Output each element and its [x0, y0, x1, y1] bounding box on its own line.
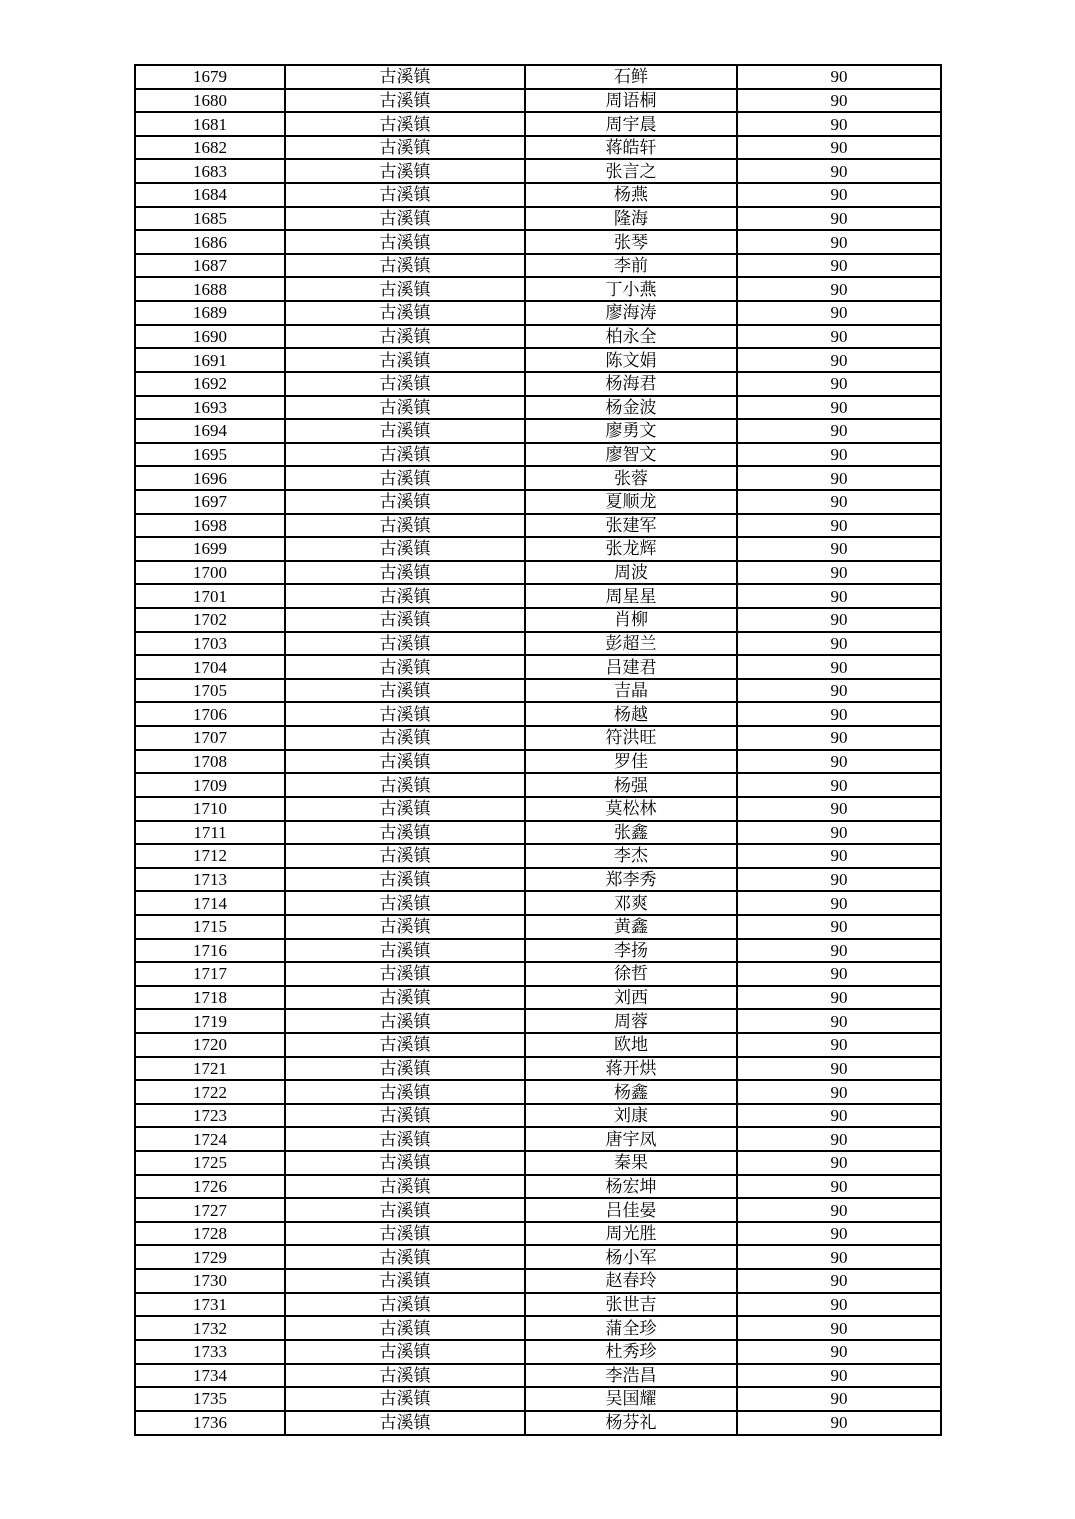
cell-id: 1679 [135, 65, 285, 89]
cell-id: 1728 [135, 1222, 285, 1246]
cell-town: 古溪镇 [285, 1316, 525, 1340]
cell-name: 杨强 [525, 773, 737, 797]
cell-name: 徐哲 [525, 962, 737, 986]
cell-id: 1691 [135, 348, 285, 372]
cell-town: 古溪镇 [285, 89, 525, 113]
cell-score: 90 [737, 1151, 941, 1175]
cell-id: 1680 [135, 89, 285, 113]
cell-score: 90 [737, 419, 941, 443]
cell-name: 周星星 [525, 584, 737, 608]
cell-town: 古溪镇 [285, 159, 525, 183]
cell-id: 1689 [135, 301, 285, 325]
table-row [135, 1151, 941, 1175]
cell-name: 杨越 [525, 702, 737, 726]
table-row [135, 1245, 941, 1269]
cell-id: 1721 [135, 1057, 285, 1081]
cell-score: 90 [737, 750, 941, 774]
table-row [135, 1411, 941, 1435]
cell-id: 1685 [135, 207, 285, 231]
cell-town: 古溪镇 [285, 254, 525, 278]
cell-name: 罗佳 [525, 750, 737, 774]
records-table [134, 64, 942, 1436]
cell-id: 1700 [135, 561, 285, 585]
cell-name: 吕建君 [525, 655, 737, 679]
cell-id: 1696 [135, 466, 285, 490]
cell-town: 古溪镇 [285, 608, 525, 632]
cell-town: 古溪镇 [285, 1387, 525, 1411]
cell-score: 90 [737, 939, 941, 963]
cell-id: 1681 [135, 112, 285, 136]
cell-name: 郑李秀 [525, 868, 737, 892]
cell-town: 古溪镇 [285, 1411, 525, 1435]
cell-town: 古溪镇 [285, 348, 525, 372]
cell-score: 90 [737, 1009, 941, 1033]
cell-town: 古溪镇 [285, 1009, 525, 1033]
cell-id: 1692 [135, 372, 285, 396]
cell-score: 90 [737, 89, 941, 113]
cell-name: 张龙辉 [525, 537, 737, 561]
table-row [135, 986, 941, 1010]
cell-score: 90 [737, 537, 941, 561]
cell-id: 1693 [135, 396, 285, 420]
cell-name: 蒋皓轩 [525, 136, 737, 160]
cell-town: 古溪镇 [285, 797, 525, 821]
table-row [135, 726, 941, 750]
cell-name: 蒋开烘 [525, 1057, 737, 1081]
cell-name: 陈文娟 [525, 348, 737, 372]
cell-id: 1701 [135, 584, 285, 608]
cell-id: 1735 [135, 1387, 285, 1411]
table-row [135, 962, 941, 986]
cell-name: 邓爽 [525, 891, 737, 915]
cell-town: 古溪镇 [285, 632, 525, 656]
cell-town: 古溪镇 [285, 325, 525, 349]
table-row [135, 1316, 941, 1340]
cell-town: 古溪镇 [285, 537, 525, 561]
table-row [135, 939, 941, 963]
cell-id: 1726 [135, 1175, 285, 1199]
cell-score: 90 [737, 632, 941, 656]
table-row [135, 797, 941, 821]
cell-score: 90 [737, 584, 941, 608]
cell-town: 古溪镇 [285, 702, 525, 726]
cell-id: 1724 [135, 1127, 285, 1151]
table-row [135, 514, 941, 538]
cell-score: 90 [737, 702, 941, 726]
table-row [135, 821, 941, 845]
cell-town: 古溪镇 [285, 844, 525, 868]
table-row [135, 1009, 941, 1033]
cell-name: 秦果 [525, 1151, 737, 1175]
cell-id: 1702 [135, 608, 285, 632]
table-row [135, 773, 941, 797]
cell-id: 1714 [135, 891, 285, 915]
table-row [135, 348, 941, 372]
cell-id: 1694 [135, 419, 285, 443]
cell-score: 90 [737, 65, 941, 89]
cell-id: 1732 [135, 1316, 285, 1340]
cell-score: 90 [737, 1198, 941, 1222]
cell-name: 吕佳晏 [525, 1198, 737, 1222]
cell-town: 古溪镇 [285, 726, 525, 750]
cell-town: 古溪镇 [285, 773, 525, 797]
cell-id: 1720 [135, 1033, 285, 1057]
table-row [135, 844, 941, 868]
table-row [135, 301, 941, 325]
cell-name: 杨燕 [525, 183, 737, 207]
table-row [135, 1293, 941, 1317]
cell-score: 90 [737, 962, 941, 986]
cell-name: 张言之 [525, 159, 737, 183]
cell-score: 90 [737, 1057, 941, 1081]
table-row [135, 1364, 941, 1388]
cell-name: 李杰 [525, 844, 737, 868]
cell-id: 1711 [135, 821, 285, 845]
cell-score: 90 [737, 1340, 941, 1364]
cell-id: 1725 [135, 1151, 285, 1175]
cell-name: 李前 [525, 254, 737, 278]
table-row [135, 608, 941, 632]
cell-name: 李浩昌 [525, 1364, 737, 1388]
table-row [135, 183, 941, 207]
cell-score: 90 [737, 325, 941, 349]
cell-town: 古溪镇 [285, 183, 525, 207]
cell-name: 彭超兰 [525, 632, 737, 656]
cell-score: 90 [737, 821, 941, 845]
cell-name: 杨芬礼 [525, 1411, 737, 1435]
cell-id: 1715 [135, 915, 285, 939]
table-row [135, 1104, 941, 1128]
cell-score: 90 [737, 1245, 941, 1269]
table-row [135, 443, 941, 467]
table-row [135, 136, 941, 160]
cell-name: 杨宏坤 [525, 1175, 737, 1199]
cell-score: 90 [737, 514, 941, 538]
cell-name: 廖海涛 [525, 301, 737, 325]
cell-score: 90 [737, 726, 941, 750]
cell-name: 李扬 [525, 939, 737, 963]
cell-score: 90 [737, 277, 941, 301]
cell-town: 古溪镇 [285, 301, 525, 325]
cell-name: 黄鑫 [525, 915, 737, 939]
cell-name: 周波 [525, 561, 737, 585]
cell-name: 杨鑫 [525, 1080, 737, 1104]
cell-town: 古溪镇 [285, 915, 525, 939]
cell-town: 古溪镇 [285, 584, 525, 608]
table-row [135, 1198, 941, 1222]
table-row [135, 1127, 941, 1151]
table-row [135, 1057, 941, 1081]
cell-id: 1716 [135, 939, 285, 963]
cell-name: 刘西 [525, 986, 737, 1010]
cell-town: 古溪镇 [285, 1127, 525, 1151]
cell-town: 古溪镇 [285, 277, 525, 301]
table-row [135, 584, 941, 608]
records-table-body [135, 65, 941, 1435]
table-row [135, 679, 941, 703]
cell-score: 90 [737, 1175, 941, 1199]
cell-score: 90 [737, 986, 941, 1010]
cell-score: 90 [737, 372, 941, 396]
cell-name: 丁小燕 [525, 277, 737, 301]
table-row [135, 490, 941, 514]
cell-score: 90 [737, 1387, 941, 1411]
cell-score: 90 [737, 112, 941, 136]
cell-id: 1686 [135, 230, 285, 254]
cell-town: 古溪镇 [285, 1364, 525, 1388]
cell-name: 吉晶 [525, 679, 737, 703]
table-row [135, 655, 941, 679]
cell-id: 1736 [135, 1411, 285, 1435]
table-row [135, 868, 941, 892]
cell-town: 古溪镇 [285, 1340, 525, 1364]
table-row [135, 372, 941, 396]
cell-name: 唐宇凤 [525, 1127, 737, 1151]
cell-town: 古溪镇 [285, 65, 525, 89]
cell-id: 1722 [135, 1080, 285, 1104]
cell-score: 90 [737, 1222, 941, 1246]
table-row [135, 1175, 941, 1199]
cell-name: 柏永全 [525, 325, 737, 349]
cell-name: 周光胜 [525, 1222, 737, 1246]
cell-town: 古溪镇 [285, 986, 525, 1010]
table-row [135, 632, 941, 656]
table-row [135, 1340, 941, 1364]
cell-id: 1734 [135, 1364, 285, 1388]
table-row [135, 1080, 941, 1104]
cell-town: 古溪镇 [285, 1222, 525, 1246]
cell-id: 1690 [135, 325, 285, 349]
table-row [135, 159, 941, 183]
cell-id: 1688 [135, 277, 285, 301]
cell-town: 古溪镇 [285, 821, 525, 845]
cell-name: 张蓉 [525, 466, 737, 490]
cell-score: 90 [737, 1104, 941, 1128]
table-row [135, 325, 941, 349]
cell-town: 古溪镇 [285, 112, 525, 136]
cell-town: 古溪镇 [285, 655, 525, 679]
cell-name: 欧地 [525, 1033, 737, 1057]
cell-name: 周蓉 [525, 1009, 737, 1033]
cell-name: 夏顺龙 [525, 490, 737, 514]
cell-id: 1687 [135, 254, 285, 278]
table-row [135, 254, 941, 278]
cell-id: 1683 [135, 159, 285, 183]
cell-town: 古溪镇 [285, 1104, 525, 1128]
cell-id: 1719 [135, 1009, 285, 1033]
table-row [135, 419, 941, 443]
cell-town: 古溪镇 [285, 207, 525, 231]
table-row [135, 277, 941, 301]
cell-town: 古溪镇 [285, 443, 525, 467]
cell-id: 1733 [135, 1340, 285, 1364]
cell-town: 古溪镇 [285, 750, 525, 774]
table-row [135, 561, 941, 585]
table-row [135, 702, 941, 726]
cell-name: 杨金波 [525, 396, 737, 420]
cell-id: 1682 [135, 136, 285, 160]
cell-name: 肖柳 [525, 608, 737, 632]
cell-id: 1717 [135, 962, 285, 986]
cell-score: 90 [737, 136, 941, 160]
table-row [135, 915, 941, 939]
cell-score: 90 [737, 1316, 941, 1340]
cell-score: 90 [737, 466, 941, 490]
cell-name: 张鑫 [525, 821, 737, 845]
table-row [135, 891, 941, 915]
cell-town: 古溪镇 [285, 868, 525, 892]
cell-id: 1730 [135, 1269, 285, 1293]
cell-score: 90 [737, 655, 941, 679]
cell-town: 古溪镇 [285, 466, 525, 490]
cell-score: 90 [737, 1033, 941, 1057]
cell-id: 1712 [135, 844, 285, 868]
cell-name: 周语桐 [525, 89, 737, 113]
cell-id: 1703 [135, 632, 285, 656]
cell-town: 古溪镇 [285, 514, 525, 538]
cell-score: 90 [737, 1364, 941, 1388]
cell-town: 古溪镇 [285, 561, 525, 585]
cell-town: 古溪镇 [285, 1057, 525, 1081]
cell-id: 1723 [135, 1104, 285, 1128]
table-row [135, 207, 941, 231]
table-row [135, 1033, 941, 1057]
cell-name: 张建军 [525, 514, 737, 538]
cell-id: 1718 [135, 986, 285, 1010]
cell-town: 古溪镇 [285, 490, 525, 514]
cell-score: 90 [737, 254, 941, 278]
cell-score: 90 [737, 608, 941, 632]
cell-id: 1708 [135, 750, 285, 774]
cell-id: 1697 [135, 490, 285, 514]
cell-id: 1729 [135, 1245, 285, 1269]
cell-town: 古溪镇 [285, 1245, 525, 1269]
cell-id: 1707 [135, 726, 285, 750]
cell-score: 90 [737, 844, 941, 868]
cell-id: 1706 [135, 702, 285, 726]
cell-name: 杜秀珍 [525, 1340, 737, 1364]
cell-id: 1699 [135, 537, 285, 561]
cell-town: 古溪镇 [285, 1293, 525, 1317]
cell-score: 90 [737, 183, 941, 207]
cell-town: 古溪镇 [285, 396, 525, 420]
cell-name: 廖智文 [525, 443, 737, 467]
cell-town: 古溪镇 [285, 1269, 525, 1293]
cell-name: 刘康 [525, 1104, 737, 1128]
cell-name: 杨海君 [525, 372, 737, 396]
cell-name: 隆海 [525, 207, 737, 231]
cell-score: 90 [737, 797, 941, 821]
cell-id: 1710 [135, 797, 285, 821]
cell-name: 廖勇文 [525, 419, 737, 443]
cell-score: 90 [737, 1269, 941, 1293]
cell-town: 古溪镇 [285, 939, 525, 963]
cell-score: 90 [737, 1080, 941, 1104]
table-row [135, 65, 941, 89]
cell-score: 90 [737, 348, 941, 372]
cell-score: 90 [737, 679, 941, 703]
cell-name: 吴国耀 [525, 1387, 737, 1411]
table-row [135, 750, 941, 774]
table-row [135, 1269, 941, 1293]
cell-score: 90 [737, 1293, 941, 1317]
table-row [135, 1222, 941, 1246]
cell-id: 1695 [135, 443, 285, 467]
cell-score: 90 [737, 1127, 941, 1151]
cell-name: 石鲜 [525, 65, 737, 89]
cell-town: 古溪镇 [285, 1151, 525, 1175]
cell-id: 1727 [135, 1198, 285, 1222]
cell-name: 莫松林 [525, 797, 737, 821]
cell-town: 古溪镇 [285, 1175, 525, 1199]
cell-id: 1704 [135, 655, 285, 679]
cell-score: 90 [737, 773, 941, 797]
cell-town: 古溪镇 [285, 962, 525, 986]
cell-name: 张世吉 [525, 1293, 737, 1317]
cell-score: 90 [737, 443, 941, 467]
table-row [135, 396, 941, 420]
table-row [135, 112, 941, 136]
cell-name: 赵春玲 [525, 1269, 737, 1293]
cell-score: 90 [737, 490, 941, 514]
cell-score: 90 [737, 230, 941, 254]
cell-name: 杨小军 [525, 1245, 737, 1269]
cell-id: 1705 [135, 679, 285, 703]
table-row [135, 89, 941, 113]
table-row [135, 1387, 941, 1411]
cell-town: 古溪镇 [285, 372, 525, 396]
cell-score: 90 [737, 891, 941, 915]
cell-id: 1698 [135, 514, 285, 538]
cell-name: 周宇晨 [525, 112, 737, 136]
cell-town: 古溪镇 [285, 1033, 525, 1057]
cell-id: 1684 [135, 183, 285, 207]
cell-id: 1731 [135, 1293, 285, 1317]
table-row [135, 230, 941, 254]
cell-town: 古溪镇 [285, 1198, 525, 1222]
cell-id: 1713 [135, 868, 285, 892]
cell-name: 张琴 [525, 230, 737, 254]
cell-name: 蒲全珍 [525, 1316, 737, 1340]
cell-town: 古溪镇 [285, 891, 525, 915]
cell-town: 古溪镇 [285, 1080, 525, 1104]
cell-score: 90 [737, 207, 941, 231]
cell-score: 90 [737, 868, 941, 892]
cell-score: 90 [737, 915, 941, 939]
table-row [135, 466, 941, 490]
table-row [135, 537, 941, 561]
cell-score: 90 [737, 561, 941, 585]
cell-town: 古溪镇 [285, 679, 525, 703]
cell-score: 90 [737, 1411, 941, 1435]
cell-score: 90 [737, 301, 941, 325]
cell-score: 90 [737, 159, 941, 183]
cell-id: 1709 [135, 773, 285, 797]
cell-town: 古溪镇 [285, 136, 525, 160]
cell-score: 90 [737, 396, 941, 420]
cell-name: 符洪旺 [525, 726, 737, 750]
cell-town: 古溪镇 [285, 230, 525, 254]
cell-town: 古溪镇 [285, 419, 525, 443]
